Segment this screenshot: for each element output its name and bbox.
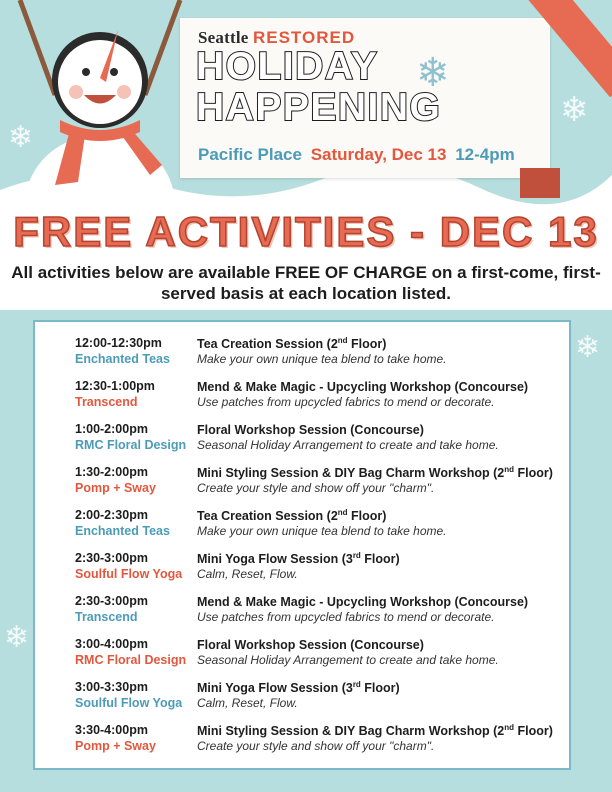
schedule-entry xyxy=(35,422,569,462)
time-slot: 3:30-4:00pm xyxy=(75,723,148,737)
vendor-name: Soulful Flow Yoga xyxy=(75,696,183,710)
vendor-name: Pomp + Sway xyxy=(75,481,156,495)
vendor-name: Transcend xyxy=(75,395,138,409)
session-description: Calm, Reset, Flow. xyxy=(197,567,298,581)
time-slot: 1:00-2:00pm xyxy=(75,422,148,436)
session-description: Seasonal Holiday Arrangement to create and take home. xyxy=(197,438,499,452)
session-description: Make your own unique tea blend to take home. xyxy=(197,524,447,538)
schedule-entry xyxy=(35,336,569,376)
session-description: Create your style and show off your "charm". xyxy=(197,481,435,495)
time-slot: 12:00-12:30pm xyxy=(75,336,162,350)
venue-name: Pacific Place xyxy=(198,145,302,164)
schedule-entry xyxy=(35,465,569,505)
vendor-name: RMC Floral Design xyxy=(75,438,187,452)
snowflake-icon: ❄ xyxy=(575,331,601,364)
schedule-entry xyxy=(35,508,569,548)
vendor-name: RMC Floral Design xyxy=(75,653,187,667)
session-title: Tea Creation Session (2nd Floor) xyxy=(197,336,387,352)
intro-text xyxy=(0,262,612,304)
session-title: Mini Yoga Flow Session (3rd Floor) xyxy=(197,551,400,567)
session-title: Tea Creation Session (2nd Floor) xyxy=(197,508,387,524)
event-title: HOLIDAY HAPPENING xyxy=(196,45,442,129)
vendor-name: Enchanted Teas xyxy=(75,524,170,538)
schedule-entry xyxy=(35,594,569,634)
session-title: Floral Workshop Session (Concourse) xyxy=(197,638,424,653)
brand-city: Seattle xyxy=(198,28,249,47)
time-slot: 1:30-2:00pm xyxy=(75,465,148,479)
session-description: Create your style and show off your "charm". xyxy=(197,739,435,753)
vendor-name: Transcend xyxy=(75,610,138,624)
session-description: Seasonal Holiday Arrangement to create and take home. xyxy=(197,653,499,667)
headline: FREE ACTIVITIES - DEC 13 xyxy=(13,208,599,255)
event-date: Saturday, Dec 13 xyxy=(310,145,447,164)
session-description: Use patches from upcycled fabrics to mend or decorate. xyxy=(197,395,495,409)
session-description: Calm, Reset, Flow. xyxy=(197,696,298,710)
time-slot: 2:00-2:30pm xyxy=(75,508,148,522)
event-hours: 12-4pm xyxy=(455,145,515,164)
session-title: Floral Workshop Session (Concourse) xyxy=(197,423,424,438)
time-slot: 2:30-3:00pm xyxy=(75,551,148,565)
vendor-name: Soulful Flow Yoga xyxy=(75,567,183,581)
session-title: Mini Yoga Flow Session (3rd Floor) xyxy=(197,680,400,696)
schedule-entry xyxy=(35,680,569,720)
session-title: Mini Styling Session & DIY Bag Charm Workshop (2nd Floor) xyxy=(197,465,553,481)
time-slot: 2:30-3:00pm xyxy=(75,594,148,608)
ribbon-tail-decoration xyxy=(520,168,560,198)
brand-word: RESTORED xyxy=(252,28,356,47)
time-slot: 3:00-3:30pm xyxy=(75,680,148,694)
session-title: Mend & Make Magic - Upcycling Workshop (Concourse) xyxy=(197,380,529,395)
snowflake-icon: ❄ xyxy=(4,621,30,654)
schedule-entry xyxy=(35,723,569,763)
activity-schedule xyxy=(33,320,571,770)
schedule-entry xyxy=(35,637,569,677)
session-description: Make your own unique tea blend to take home. xyxy=(197,352,447,366)
snowflake-icon: ❄ xyxy=(560,91,589,129)
event-details xyxy=(198,145,515,165)
time-slot: 12:30-1:00pm xyxy=(75,379,155,393)
time-slot: 3:00-4:00pm xyxy=(75,637,148,651)
schedule-entry xyxy=(35,379,569,419)
snowflake-icon: ❄ xyxy=(8,121,34,154)
session-description: Use patches from upcycled fabrics to mend or decorate. xyxy=(197,610,495,624)
intro-sentence: All activities below are available FREE OF CHARGE on a first-come, first-served basis at each location listed. xyxy=(11,263,601,303)
session-title: Mend & Make Magic - Upcycling Workshop (Concourse) xyxy=(197,595,529,610)
schedule-entry xyxy=(35,551,569,591)
session-title: Mini Styling Session & DIY Bag Charm Workshop (2nd Floor) xyxy=(197,723,553,739)
snowflake-icon: ❄ xyxy=(416,51,450,95)
vendor-name: Pomp + Sway xyxy=(75,739,156,753)
snowman-illustration xyxy=(0,0,200,200)
vendor-name: Enchanted Teas xyxy=(75,352,170,366)
